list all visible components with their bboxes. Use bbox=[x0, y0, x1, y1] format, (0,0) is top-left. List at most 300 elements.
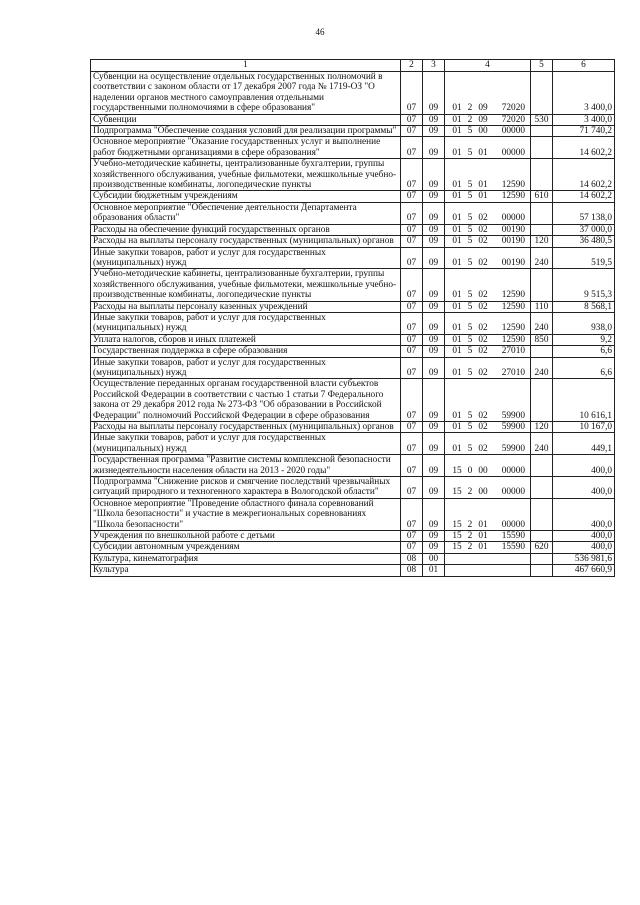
target-article-part: 00000 bbox=[501, 147, 525, 158]
target-article-part: 5 bbox=[467, 301, 473, 312]
target-article-part: 12590 bbox=[501, 290, 525, 301]
target-article-part: 2 bbox=[467, 531, 473, 542]
target-article-part: 02 bbox=[478, 367, 488, 378]
target-article-code bbox=[447, 236, 528, 246]
subsection-code-cell: 01 bbox=[423, 565, 445, 576]
target-article-cell bbox=[445, 72, 531, 115]
amount-cell: 8 568,1 bbox=[553, 301, 615, 312]
item-name-cell: Основное мероприятие "Обеспечение деятельности Департамента образования области" bbox=[91, 202, 401, 224]
table-row bbox=[91, 236, 615, 247]
subsection-code-cell: 09 bbox=[423, 72, 445, 115]
item-name-cell: Субсидии бюджетным учреждениям bbox=[91, 191, 401, 202]
expense-type-cell bbox=[531, 565, 553, 576]
item-name-cell: Уплата налогов, сборов и иных платежей bbox=[91, 334, 401, 345]
target-article-code bbox=[447, 225, 528, 235]
expense-type-cell: 120 bbox=[531, 422, 553, 433]
section-code-cell: 07 bbox=[401, 346, 423, 357]
amount-cell: 71 740,2 bbox=[553, 126, 615, 137]
target-article-code bbox=[447, 411, 528, 421]
amount-cell: 519,5 bbox=[553, 247, 615, 269]
table-row bbox=[91, 422, 615, 433]
amount-cell: 10 616,1 bbox=[553, 379, 615, 422]
amount-cell: 9 515,3 bbox=[553, 269, 615, 301]
table-row bbox=[91, 455, 615, 477]
target-article-part: 01 bbox=[452, 213, 462, 224]
amount-cell: 36 480,5 bbox=[553, 236, 615, 247]
target-article-part: 15 bbox=[452, 519, 462, 530]
subsection-code-cell: 09 bbox=[423, 191, 445, 202]
item-name-cell: Учебно-методические кабинеты, централизованные бухгалтерии, группы хозяйственного обслуживания, учебные фильмотеки, межшкольные учебно-производственные комбинаты, логопедические пункты bbox=[91, 269, 401, 301]
amount-cell: 14 602,2 bbox=[553, 137, 615, 159]
table-row bbox=[91, 433, 615, 455]
item-name-cell: Субвенции bbox=[91, 114, 401, 125]
target-article-code bbox=[447, 487, 528, 497]
section-code-cell: 07 bbox=[401, 202, 423, 224]
section-code-cell: 08 bbox=[401, 553, 423, 564]
subsection-code-cell: 09 bbox=[423, 247, 445, 269]
amount-cell: 6,6 bbox=[553, 346, 615, 357]
subsection-code-cell: 09 bbox=[423, 126, 445, 137]
amount-cell: 14 602,2 bbox=[553, 159, 615, 191]
item-name-cell: Учреждения по внешкольной работе с детьми bbox=[91, 531, 401, 542]
subsection-code-cell: 09 bbox=[423, 114, 445, 125]
target-article-part: 02 bbox=[478, 290, 488, 301]
target-article-code bbox=[447, 213, 528, 223]
expense-type-cell bbox=[531, 498, 553, 530]
target-article-cell bbox=[445, 346, 531, 357]
target-article-cell bbox=[445, 114, 531, 125]
target-article-part: 5 bbox=[467, 126, 473, 137]
item-name-cell: Иные закупки товаров, работ и услуг для государственных (муниципальных) нужд bbox=[91, 247, 401, 269]
target-article-part: 2 bbox=[467, 114, 473, 125]
table-row bbox=[91, 191, 615, 202]
expense-type-cell bbox=[531, 379, 553, 422]
section-code-cell: 07 bbox=[401, 126, 423, 137]
section-code-cell: 07 bbox=[401, 301, 423, 312]
target-article-part: 5 bbox=[467, 213, 473, 224]
expense-type-cell bbox=[531, 553, 553, 564]
expense-type-cell bbox=[531, 269, 553, 301]
table-row bbox=[91, 379, 615, 422]
target-article-part: 00190 bbox=[501, 236, 525, 247]
item-name-cell: Расходы на выплаты персоналу казенных учреждений bbox=[91, 301, 401, 312]
target-article-part: 15 bbox=[452, 531, 462, 542]
table-row bbox=[91, 565, 615, 576]
target-article-part: 02 bbox=[478, 346, 488, 357]
section-code-cell: 07 bbox=[401, 269, 423, 301]
section-code-cell: 07 bbox=[401, 159, 423, 191]
target-article-part: 02 bbox=[478, 323, 488, 334]
header-cell: 6 bbox=[553, 60, 615, 72]
target-article-part: 01 bbox=[452, 334, 462, 345]
subsection-code-cell: 09 bbox=[423, 312, 445, 334]
target-article-part: 5 bbox=[467, 180, 473, 191]
table-row bbox=[91, 247, 615, 269]
item-name-cell: Иные закупки товаров, работ и услуг для государственных (муниципальных) нужд bbox=[91, 357, 401, 379]
target-article-code bbox=[447, 466, 528, 476]
target-article-part: 5 bbox=[467, 334, 473, 345]
target-article-part: 00 bbox=[478, 126, 488, 137]
table-row bbox=[91, 159, 615, 191]
target-article-part: 5 bbox=[467, 224, 473, 235]
amount-cell: 10 167,0 bbox=[553, 422, 615, 433]
expense-type-cell bbox=[531, 531, 553, 542]
subsection-code-cell: 00 bbox=[423, 553, 445, 564]
target-article-part: 01 bbox=[452, 114, 462, 125]
table-row bbox=[91, 269, 615, 301]
target-article-part: 5 bbox=[467, 257, 473, 268]
expense-type-cell bbox=[531, 126, 553, 137]
expense-type-cell: 110 bbox=[531, 301, 553, 312]
expense-type-cell bbox=[531, 224, 553, 235]
target-article-part: 01 bbox=[452, 236, 462, 247]
item-name-cell: Учебно-методические кабинеты, централизованные бухгалтерии, группы хозяйственного обслуживания, учебные фильмотеки, межшкольные учебно-производственные комбинаты, логопедические пункты bbox=[91, 159, 401, 191]
target-article-part: 01 bbox=[452, 257, 462, 268]
target-article-part: 5 bbox=[467, 410, 473, 421]
target-article-cell bbox=[445, 357, 531, 379]
subsection-code-cell: 09 bbox=[423, 477, 445, 499]
table-row bbox=[91, 312, 615, 334]
target-article-part: 01 bbox=[478, 191, 488, 202]
target-article-cell bbox=[445, 553, 531, 564]
target-article-part: 00 bbox=[478, 487, 488, 498]
page-number: 46 bbox=[315, 27, 325, 37]
header-cell: 3 bbox=[423, 60, 445, 72]
table-row bbox=[91, 334, 615, 345]
target-article-part: 01 bbox=[452, 224, 462, 235]
item-name-cell: Иные закупки товаров, работ и услуг для государственных (муниципальных) нужд bbox=[91, 312, 401, 334]
section-code-cell: 07 bbox=[401, 531, 423, 542]
target-article-part: 00000 bbox=[501, 487, 525, 498]
target-article-part: 09 bbox=[478, 103, 488, 114]
item-name-cell: Расходы на выплаты персоналу государственных (муниципальных) органов bbox=[91, 422, 401, 433]
expense-type-cell bbox=[531, 137, 553, 159]
target-article-part: 2 bbox=[467, 103, 473, 114]
target-article-part: 02 bbox=[478, 236, 488, 247]
subsection-code-cell: 09 bbox=[423, 236, 445, 247]
subsection-code-cell: 09 bbox=[423, 542, 445, 553]
target-article-part: 01 bbox=[452, 180, 462, 191]
expense-type-cell: 620 bbox=[531, 542, 553, 553]
target-article-cell bbox=[445, 531, 531, 542]
target-article-part: 5 bbox=[467, 367, 473, 378]
section-code-cell: 07 bbox=[401, 477, 423, 499]
target-article-part: 00 bbox=[478, 465, 488, 476]
target-article-code bbox=[447, 302, 528, 312]
expense-type-cell bbox=[531, 72, 553, 115]
target-article-cell bbox=[445, 301, 531, 312]
section-code-cell: 07 bbox=[401, 498, 423, 530]
target-article-part: 5 bbox=[467, 422, 473, 432]
subsection-code-cell: 09 bbox=[423, 498, 445, 530]
amount-cell: 400,0 bbox=[553, 455, 615, 477]
target-article-part: 5 bbox=[467, 191, 473, 202]
expense-type-cell: 530 bbox=[531, 114, 553, 125]
target-article-part: 72020 bbox=[501, 103, 525, 114]
target-article-code bbox=[447, 520, 528, 530]
target-article-code bbox=[447, 115, 528, 125]
section-code-cell: 07 bbox=[401, 312, 423, 334]
subsection-code-cell: 09 bbox=[423, 137, 445, 159]
target-article-part: 72020 bbox=[501, 114, 525, 125]
expense-type-cell: 240 bbox=[531, 247, 553, 269]
subsection-code-cell: 09 bbox=[423, 159, 445, 191]
target-article-part: 01 bbox=[478, 531, 488, 542]
item-name-cell: Субвенции на осуществление отдельных государственных полномочий в соответствии с законом области от 17 декабря 2007 года № 1719-ОЗ "О наделении органов местного самоуправления отдельными государственными полномочиями в сфере образования" bbox=[91, 72, 401, 115]
target-article-code bbox=[447, 180, 528, 190]
section-code-cell: 07 bbox=[401, 379, 423, 422]
target-article-code bbox=[447, 368, 528, 378]
expense-type-cell: 240 bbox=[531, 433, 553, 455]
target-article-part: 02 bbox=[478, 443, 488, 454]
expense-type-cell bbox=[531, 159, 553, 191]
amount-cell: 536 981,6 bbox=[553, 553, 615, 564]
amount-cell: 400,0 bbox=[553, 542, 615, 553]
item-name-cell: Иные закупки товаров, работ и услуг для государственных (муниципальных) нужд bbox=[91, 433, 401, 455]
target-article-part: 01 bbox=[478, 180, 488, 191]
target-article-part: 01 bbox=[452, 346, 462, 357]
target-article-code bbox=[447, 323, 528, 333]
target-article-cell bbox=[445, 542, 531, 553]
target-article-part: 02 bbox=[478, 410, 488, 421]
target-article-code bbox=[447, 290, 528, 300]
amount-cell: 400,0 bbox=[553, 477, 615, 499]
item-name-cell: Культура bbox=[91, 565, 401, 576]
table-row bbox=[91, 72, 615, 115]
target-article-part: 01 bbox=[452, 301, 462, 312]
target-article-part: 15590 bbox=[501, 542, 525, 553]
target-article-part: 0 bbox=[467, 465, 473, 476]
target-article-code bbox=[447, 444, 528, 454]
target-article-part: 12590 bbox=[501, 191, 525, 202]
target-article-cell bbox=[445, 565, 531, 576]
section-code-cell: 07 bbox=[401, 137, 423, 159]
target-article-code bbox=[447, 191, 528, 201]
item-name-cell: Подпрограмма "Обеспечение создания условий для реализации программы" bbox=[91, 126, 401, 137]
target-article-part: 12590 bbox=[501, 323, 525, 334]
target-article-part: 00000 bbox=[501, 213, 525, 224]
target-article-part: 01 bbox=[478, 147, 488, 158]
target-article-part: 15590 bbox=[501, 531, 525, 542]
target-article-part: 2 bbox=[467, 519, 473, 530]
target-article-cell bbox=[445, 269, 531, 301]
budget-table bbox=[90, 59, 615, 577]
table-row bbox=[91, 301, 615, 312]
subsection-code-cell: 09 bbox=[423, 224, 445, 235]
target-article-cell bbox=[445, 224, 531, 235]
expense-type-cell: 120 bbox=[531, 236, 553, 247]
target-article-cell bbox=[445, 137, 531, 159]
section-code-cell: 07 bbox=[401, 247, 423, 269]
target-article-cell bbox=[445, 236, 531, 247]
item-name-cell: Культура, кинематография bbox=[91, 553, 401, 564]
target-article-cell bbox=[445, 433, 531, 455]
target-article-part: 02 bbox=[478, 334, 488, 345]
subsection-code-cell: 09 bbox=[423, 269, 445, 301]
target-article-part: 5 bbox=[467, 346, 473, 357]
item-name-cell: Государственная программа "Развитие системы комплексной безопасности жизнедеятельности населения области на 2013 - 2020 годы" bbox=[91, 455, 401, 477]
target-article-part: 01 bbox=[452, 191, 462, 202]
header-cell: 4 bbox=[445, 60, 531, 72]
amount-cell: 3 400,0 bbox=[553, 72, 615, 115]
target-article-part: 59900 bbox=[501, 410, 525, 421]
expense-type-cell bbox=[531, 346, 553, 357]
item-name-cell: Расходы на выплаты персоналу государственных (муниципальных) органов bbox=[91, 236, 401, 247]
amount-cell: 449,1 bbox=[553, 433, 615, 455]
header-cell: 5 bbox=[531, 60, 553, 72]
amount-cell: 37 000,0 bbox=[553, 224, 615, 235]
target-article-part: 00190 bbox=[501, 257, 525, 268]
target-article-part: 01 bbox=[452, 410, 462, 421]
target-article-cell bbox=[445, 379, 531, 422]
target-article-part: 2 bbox=[467, 542, 473, 553]
expense-type-cell bbox=[531, 477, 553, 499]
target-article-code bbox=[447, 103, 528, 113]
target-article-code bbox=[447, 531, 528, 541]
target-article-cell bbox=[445, 191, 531, 202]
amount-cell: 3 400,0 bbox=[553, 114, 615, 125]
section-code-cell: 07 bbox=[401, 433, 423, 455]
target-article-cell bbox=[445, 422, 531, 433]
target-article-part: 59900 bbox=[501, 422, 525, 432]
target-article-part: 5 bbox=[467, 147, 473, 158]
subsection-code-cell: 09 bbox=[423, 334, 445, 345]
target-article-cell bbox=[445, 334, 531, 345]
table-header-row bbox=[91, 60, 615, 72]
target-article-part: 01 bbox=[452, 290, 462, 301]
target-article-code bbox=[447, 335, 528, 345]
subsection-code-cell: 09 bbox=[423, 357, 445, 379]
table-row bbox=[91, 357, 615, 379]
target-article-part: 09 bbox=[478, 114, 488, 125]
target-article-code bbox=[447, 126, 528, 136]
table-row bbox=[91, 224, 615, 235]
target-article-cell bbox=[445, 126, 531, 137]
target-article-code bbox=[447, 258, 528, 268]
target-article-part: 15 bbox=[452, 542, 462, 553]
section-code-cell: 07 bbox=[401, 542, 423, 553]
target-article-part: 02 bbox=[478, 422, 488, 432]
table-row bbox=[91, 531, 615, 542]
subsection-code-cell: 09 bbox=[423, 379, 445, 422]
table-row bbox=[91, 202, 615, 224]
expense-type-cell: 240 bbox=[531, 357, 553, 379]
section-code-cell: 07 bbox=[401, 334, 423, 345]
amount-cell: 938,0 bbox=[553, 312, 615, 334]
amount-cell: 9,2 bbox=[553, 334, 615, 345]
target-article-part: 5 bbox=[467, 443, 473, 454]
amount-cell: 57 138,0 bbox=[553, 202, 615, 224]
expense-type-cell bbox=[531, 455, 553, 477]
target-article-part: 15 bbox=[452, 487, 462, 498]
target-article-cell bbox=[445, 247, 531, 269]
target-article-cell bbox=[445, 455, 531, 477]
item-name-cell: Субсидии автономным учреждениям bbox=[91, 542, 401, 553]
target-article-part: 01 bbox=[452, 367, 462, 378]
expense-type-cell bbox=[531, 202, 553, 224]
target-article-part: 59900 bbox=[501, 443, 525, 454]
section-code-cell: 07 bbox=[401, 422, 423, 433]
subsection-code-cell: 09 bbox=[423, 531, 445, 542]
target-article-part: 5 bbox=[467, 323, 473, 334]
target-article-part: 01 bbox=[452, 443, 462, 454]
item-name-cell: Расходы на обеспечение функций государственных органов bbox=[91, 224, 401, 235]
target-article-cell bbox=[445, 477, 531, 499]
item-name-cell: Основное мероприятие "Оказание государственных услуг и выполнение работ бюджетными организациями в сфере образования" bbox=[91, 137, 401, 159]
target-article-part: 01 bbox=[478, 519, 488, 530]
amount-cell: 400,0 bbox=[553, 498, 615, 530]
target-article-part: 02 bbox=[478, 224, 488, 235]
section-code-cell: 07 bbox=[401, 72, 423, 115]
target-article-code bbox=[447, 422, 528, 432]
expense-type-cell: 240 bbox=[531, 312, 553, 334]
table-row bbox=[91, 137, 615, 159]
item-name-cell: Осуществление переданных органам государственной власти субъектов Российской Федерации в соответствии с частью 1 статьи 7 Федерального закона от 29 декабря 2012 года № 273-ФЗ "Об образовании в Российской Федерации" полномочий Российской Федерации в сфере образования bbox=[91, 379, 401, 422]
target-article-part: 02 bbox=[478, 257, 488, 268]
amount-cell: 400,0 bbox=[553, 531, 615, 542]
table-row bbox=[91, 346, 615, 357]
target-article-code bbox=[447, 148, 528, 158]
table-row bbox=[91, 553, 615, 564]
target-article-part: 00000 bbox=[501, 519, 525, 530]
item-name-cell: Основное мероприятие "Проведение областного финала соревнований "Школа безопасности" и участие в межрегиональных соревнованиях "Школа безопасности" bbox=[91, 498, 401, 530]
target-article-part: 15 bbox=[452, 465, 462, 476]
section-code-cell: 08 bbox=[401, 565, 423, 576]
table-row bbox=[91, 477, 615, 499]
target-article-part: 5 bbox=[467, 290, 473, 301]
item-name-cell: Государственная поддержка в сфере образования bbox=[91, 346, 401, 357]
table-row bbox=[91, 126, 615, 137]
target-article-part: 00000 bbox=[501, 465, 525, 476]
target-article-part: 01 bbox=[452, 323, 462, 334]
table-row bbox=[91, 498, 615, 530]
target-article-part: 01 bbox=[452, 422, 462, 432]
table-row bbox=[91, 114, 615, 125]
target-article-part: 12590 bbox=[501, 334, 525, 345]
target-article-part: 01 bbox=[452, 126, 462, 137]
section-code-cell: 07 bbox=[401, 224, 423, 235]
subsection-code-cell: 09 bbox=[423, 455, 445, 477]
subsection-code-cell: 09 bbox=[423, 301, 445, 312]
table-row bbox=[91, 542, 615, 553]
target-article-part: 12590 bbox=[501, 180, 525, 191]
target-article-part: 27010 bbox=[501, 367, 525, 378]
target-article-cell bbox=[445, 159, 531, 191]
target-article-part: 12590 bbox=[501, 301, 525, 312]
subsection-code-cell: 09 bbox=[423, 433, 445, 455]
target-article-cell bbox=[445, 202, 531, 224]
subsection-code-cell: 09 bbox=[423, 346, 445, 357]
target-article-part: 2 bbox=[467, 487, 473, 498]
target-article-code bbox=[447, 542, 528, 552]
target-article-part: 00000 bbox=[501, 126, 525, 137]
target-article-cell bbox=[445, 498, 531, 530]
target-article-part: 02 bbox=[478, 213, 488, 224]
target-article-part: 27010 bbox=[501, 346, 525, 357]
section-code-cell: 07 bbox=[401, 236, 423, 247]
amount-cell: 14 602,2 bbox=[553, 191, 615, 202]
section-code-cell: 07 bbox=[401, 191, 423, 202]
header-cell: 1 bbox=[91, 60, 401, 72]
header-cell: 2 bbox=[401, 60, 423, 72]
section-code-cell: 07 bbox=[401, 455, 423, 477]
target-article-part: 5 bbox=[467, 236, 473, 247]
target-article-part: 01 bbox=[452, 103, 462, 114]
subsection-code-cell: 09 bbox=[423, 422, 445, 433]
expense-type-cell: 850 bbox=[531, 334, 553, 345]
target-article-code bbox=[447, 346, 528, 356]
section-code-cell: 07 bbox=[401, 114, 423, 125]
